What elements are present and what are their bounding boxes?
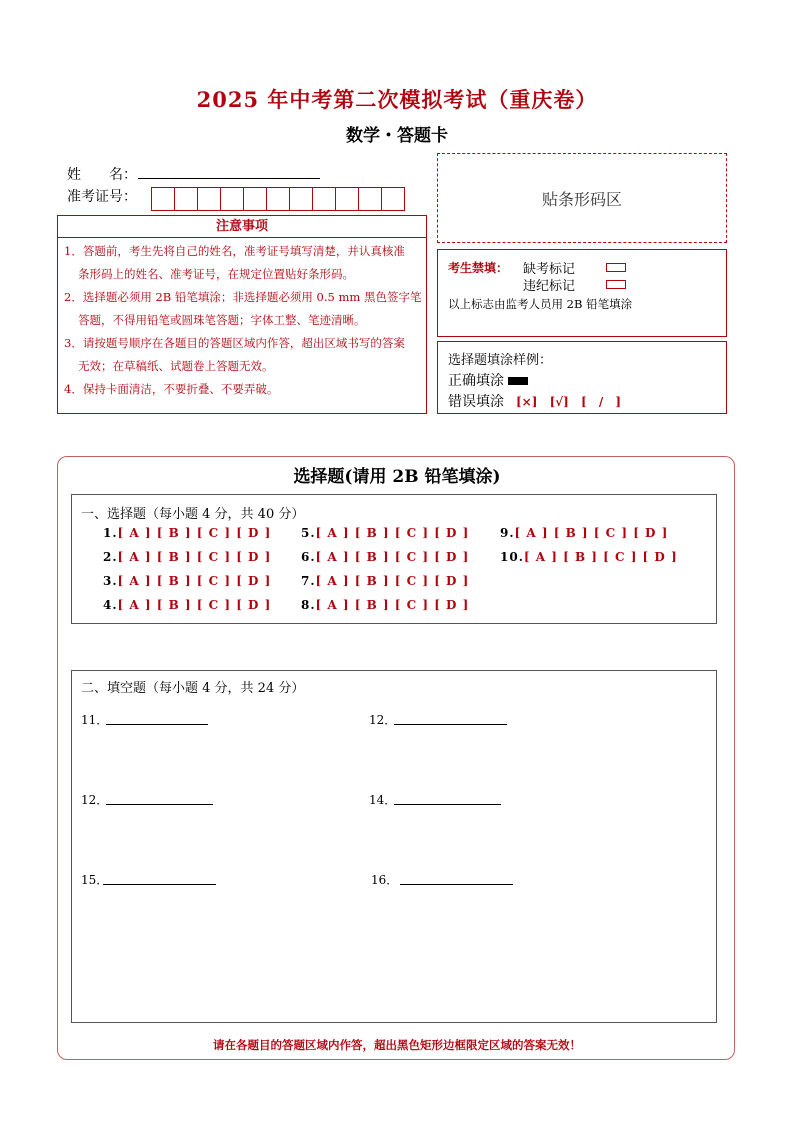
blank-label-12: 12． [369,713,397,727]
name-field[interactable] [138,178,320,179]
blank-answer-12[interactable] [394,724,507,725]
fill-blank-section-heading: 二、填空题（每小题 4 分，共 24 分） [81,681,305,696]
barcode-area-label: 贴条形码区 [541,189,622,209]
answer-area-title: 选择题(请用 2B 铅笔填涂) [293,467,501,487]
blank-answer-14[interactable] [394,804,501,805]
choice-question-10[interactable]: 10.[ A ] [ B ] [ C ] [ D ] [500,550,678,564]
name-label: 姓 名： [67,167,137,183]
violation-mark-box[interactable] [606,280,626,289]
exam-id-box[interactable] [151,187,175,211]
notes-item-1-line2: 条形码上的姓名、准考证号，在规定位置贴好条形码。 [78,267,354,281]
exam-id-box[interactable] [381,187,405,211]
blank-label-13: 12． [81,793,109,807]
absent-mark-box[interactable] [606,263,626,272]
blank-answer-11[interactable] [106,724,208,725]
blank-answer-16[interactable] [400,884,513,885]
blank-label-11: 11． [81,713,109,727]
choice-section [71,494,717,624]
correct-fill-row [448,370,528,390]
notes-box [57,215,427,414]
notes-item-3-line1: 3．请按题号顺序在各题目的答题区域内作答，超出区域书写的答案 [64,336,405,350]
proctor-marks-box [437,249,727,337]
notes-item-3-line2: 无效；在草稿纸、试题卷上答题无效。 [78,359,274,373]
absent-mark-label: 缺考标记 [523,262,576,277]
notes-item-2-line2: 答题，不得用铅笔或圆珠笔答题；字体工整、笔迹清晰。 [78,313,366,327]
correct-fill-example [508,377,528,385]
exam-id-box[interactable] [243,187,267,211]
blank-answer-13[interactable] [106,804,213,805]
exam-id-box[interactable] [358,187,382,211]
notes-item-2-line1: 2．选择题必须用 2B 铅笔填涂；非选择题必须用 0.5 mm 黑色签字笔 [64,290,422,304]
exam-id-box[interactable] [220,187,244,211]
correct-fill-label: 正确填涂 [448,373,504,389]
exam-id-boxes[interactable] [151,187,404,211]
choice-question-4[interactable]: 4.[ A ] [ B ] [ C ] [ D ] [103,598,272,612]
page-subtitle: 数学・答题卡 [346,126,448,146]
choice-question-2[interactable]: 2.[ A ] [ B ] [ C ] [ D ] [103,550,272,564]
fill-sample-title: 选择题填涂样例： [448,353,553,368]
exam-id-label: 准考证号： [67,189,137,205]
proctor-marks-note: 以上标志由监考人员用 2B 铅笔填涂 [448,297,633,311]
exam-id-box[interactable] [289,187,313,211]
wrong-fill-row [448,391,621,411]
violation-mark-label: 违纪标记 [523,279,576,294]
blank-label-16: 16． [371,873,399,887]
choice-section-heading: 一、选择题（每小题 4 分，共 40 分） [81,507,305,522]
exam-id-box[interactable] [335,187,359,211]
blank-label-14: 14． [369,793,397,807]
fill-blank-section [71,670,717,1023]
notes-heading: 注意事项 [58,216,426,238]
exam-id-box[interactable] [174,187,198,211]
wrong-fill-label: 错误填涂 [448,394,504,410]
choice-question-7[interactable]: 7.[ A ] [ B ] [ C ] [ D ] [301,574,470,588]
choice-question-8[interactable]: 8.[ A ] [ B ] [ C ] [ D ] [301,598,470,612]
fill-sample-box [437,341,727,414]
choice-question-6[interactable]: 6.[ A ] [ B ] [ C ] [ D ] [301,550,470,564]
choice-question-1[interactable]: 1.[ A ] [ B ] [ C ] [ D ] [103,526,272,540]
exam-id-box[interactable] [266,187,290,211]
exam-id-box[interactable] [197,187,221,211]
exam-id-box[interactable] [312,187,336,211]
blank-answer-15[interactable] [103,884,216,885]
wrong-fill-examples: [×] [√] [ / ] [516,395,622,409]
choice-question-5[interactable]: 5.[ A ] [ B ] [ C ] [ D ] [301,526,470,540]
blank-label-15: 15． [81,873,109,887]
barcode-area [437,153,727,243]
answer-area-footer-note: 请在各题目的答题区域内作答，超出黑色矩形边框限定区域的答案无效！ [213,1038,581,1052]
notes-item-1-line1: 1．答题前，考生先将自己的姓名，准考证号填写清楚，并认真核准 [64,244,405,258]
choice-question-9[interactable]: 9.[ A ] [ B ] [ C ] [ D ] [500,526,669,540]
proctor-marks-label: 考生禁填： [448,261,509,275]
notes-item-4-line1: 4．保持卡面清洁，不要折叠、不要弄破。 [64,382,279,396]
choice-question-3[interactable]: 3.[ A ] [ B ] [ C ] [ D ] [103,574,272,588]
page-title: 2025 年中考第二次模拟考试（重庆卷） [196,87,598,112]
